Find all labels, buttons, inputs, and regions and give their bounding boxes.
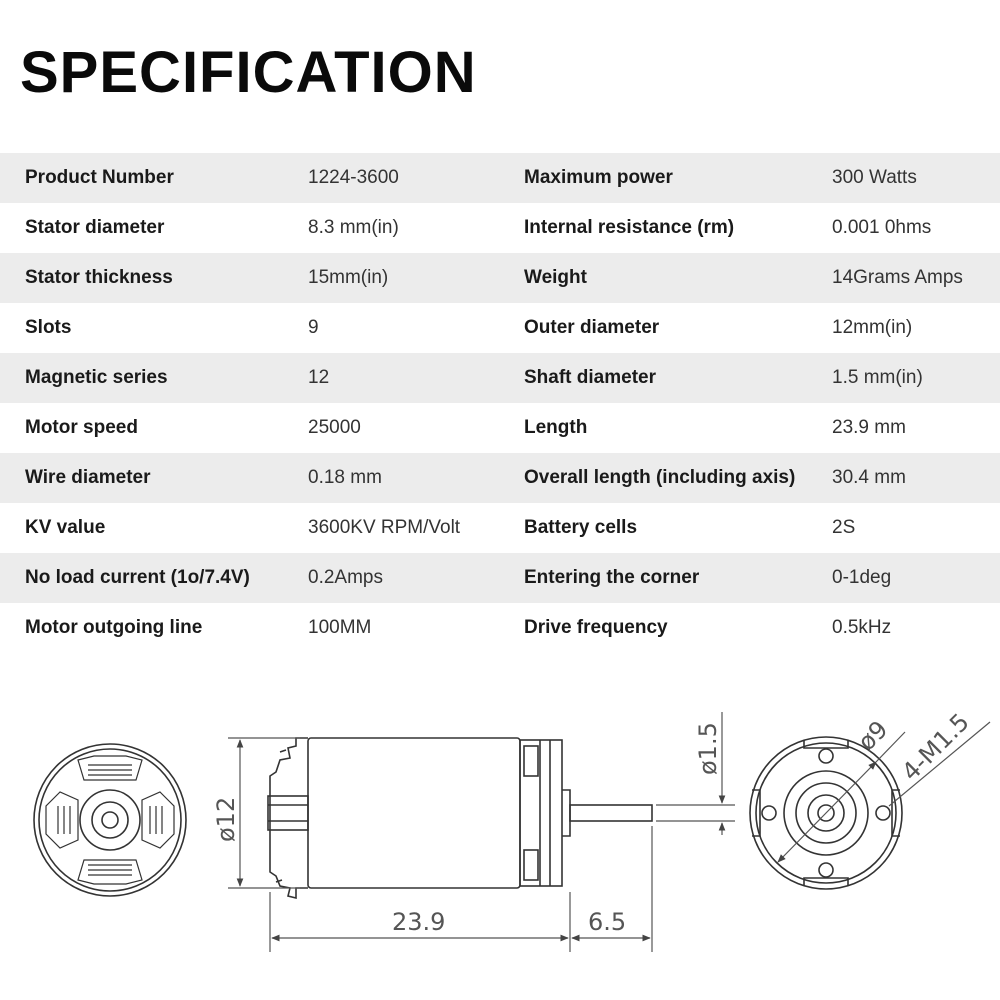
spec-value: 1.5 mm(in) [832, 367, 923, 388]
motor-side-view [268, 738, 652, 898]
spec-label: Overall length (including axis) [524, 467, 796, 488]
spec-value: 1224-3600 [308, 167, 399, 188]
page-title: SPECIFICATION [20, 40, 477, 105]
diameter-label: ø12 [212, 796, 240, 842]
table-row [0, 503, 1000, 553]
spec-value: 14Grams Amps [832, 267, 963, 288]
spec-label: Length [524, 417, 588, 438]
spec-value: 23.9 mm [832, 417, 906, 438]
mount-holes-label: 4-M1.5 [896, 707, 975, 787]
shaft-length-label: 6.5 [588, 908, 627, 936]
spec-value: 30.4 mm [832, 467, 906, 488]
spec-value: 300 Watts [832, 167, 917, 188]
motor-rear-view [34, 744, 186, 896]
spec-value: 15mm(in) [308, 267, 389, 288]
spec-value: 9 [308, 317, 319, 338]
spec-label: Motor outgoing line [25, 617, 203, 638]
table-row [0, 303, 1000, 353]
mount-circle-label: ø9 [852, 715, 894, 757]
spec-label: Entering the corner [524, 567, 700, 588]
table-row [0, 603, 1000, 653]
spec-table [0, 153, 1000, 653]
spec-label: Magnetic series [25, 367, 168, 388]
spec-label: Shaft diameter [524, 367, 656, 388]
spec-value: 25000 [308, 417, 361, 438]
spec-value: 12mm(in) [832, 317, 913, 338]
technical-drawing [0, 690, 1000, 990]
spec-label: Stator diameter [25, 217, 165, 238]
length-label: 23.9 [392, 908, 446, 936]
table-row [0, 453, 1000, 503]
spec-value: 0-1deg [832, 567, 892, 588]
spec-label: Wire diameter [25, 467, 151, 488]
rear-view-windows [46, 756, 174, 884]
spec-label: Stator thickness [25, 267, 173, 288]
table-row [0, 403, 1000, 453]
table-row [0, 353, 1000, 403]
shaft-diameter-label: ø1.5 [694, 722, 722, 775]
spec-label: Internal resistance (rm) [524, 217, 735, 238]
spec-value: 0.18 mm [308, 467, 382, 488]
spec-label: Maximum power [524, 167, 673, 188]
spec-value: 0.5kHz [832, 617, 892, 638]
spec-label: Product Number [25, 167, 174, 188]
spec-value: 12 [308, 367, 330, 388]
spec-value: 3600KV RPM/Volt [308, 517, 461, 538]
spec-label: Outer diameter [524, 317, 660, 338]
spec-value: 2S [832, 517, 856, 538]
spec-label: Slots [25, 317, 72, 338]
spec-value: 0.001 0hms [832, 217, 932, 238]
side-view-dimensions [228, 712, 735, 952]
table-row [0, 253, 1000, 303]
spec-label: Weight [524, 267, 587, 288]
table-row [0, 153, 1000, 203]
spec-label: Motor speed [25, 417, 138, 438]
spec-value: 8.3 mm(in) [308, 217, 399, 238]
spec-label: No load current (1o/7.4V) [25, 567, 250, 588]
table-row [0, 553, 1000, 603]
spec-label: KV value [25, 517, 106, 538]
spec-label: Drive frequency [524, 617, 668, 638]
spec-label: Battery cells [524, 517, 638, 538]
spec-value: 100MM [308, 617, 372, 638]
spec-value: 0.2Amps [308, 567, 383, 588]
table-row [0, 203, 1000, 253]
